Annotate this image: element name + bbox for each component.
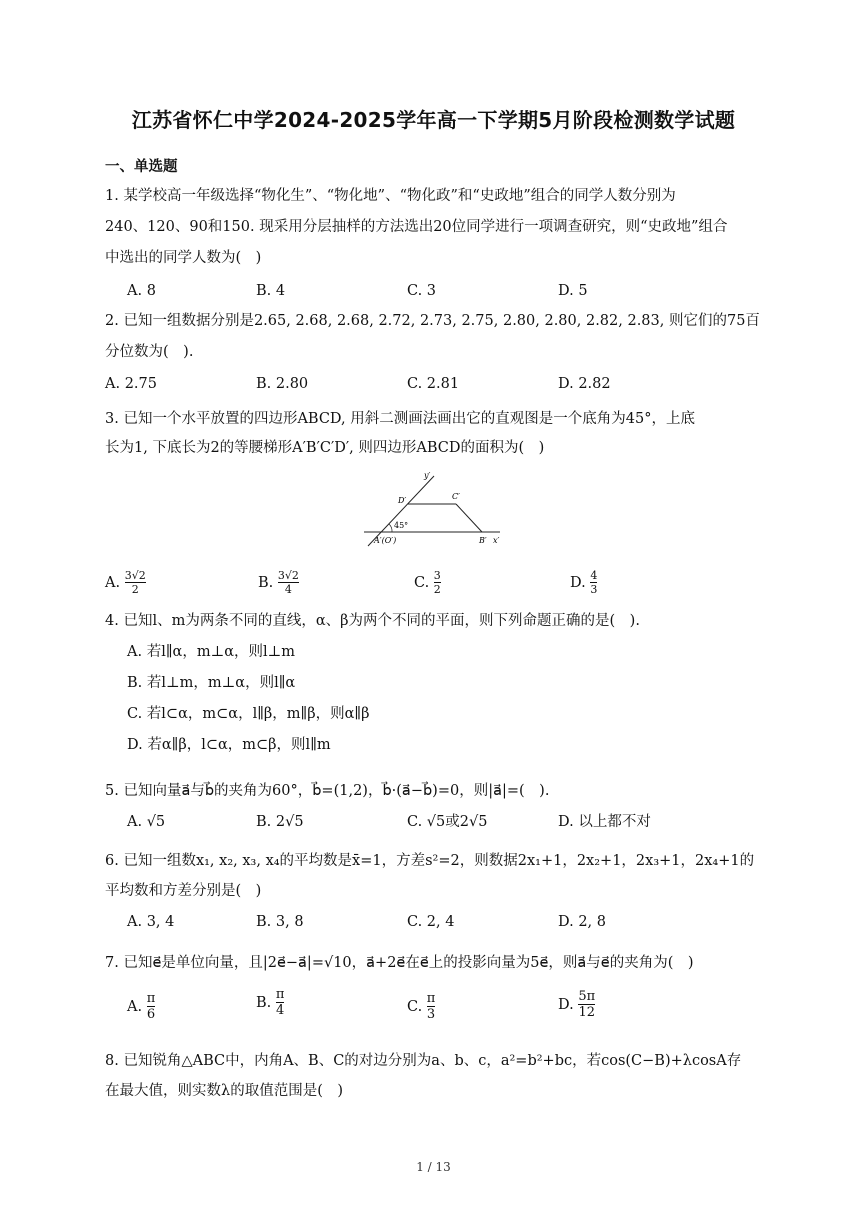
q1-option-c[interactable]: C. 3 xyxy=(407,283,437,299)
q7-option-a[interactable] xyxy=(127,992,155,1022)
q3-d-num: 4 xyxy=(590,569,598,582)
q7-d-den: 12 xyxy=(578,1005,596,1020)
q3-option-d-fraction xyxy=(590,570,597,596)
q7-option-b[interactable] xyxy=(256,988,284,1018)
q6-option-c[interactable]: C. 2, 4 xyxy=(407,914,455,930)
q6-option-a[interactable]: A. 3, 4 xyxy=(127,914,175,930)
fig-label-angle: 45° xyxy=(394,521,409,530)
q7-a-den: 6 xyxy=(146,1007,156,1022)
q1-option-a[interactable]: A. 8 xyxy=(127,283,156,299)
q6-line-2: 平均数和方差分别是( ) xyxy=(105,883,262,899)
q7-option-d[interactable] xyxy=(558,990,595,1020)
q7-a-num: π xyxy=(146,991,156,1006)
q1-line-3: 中选出的同学人数为( ) xyxy=(105,250,262,266)
q7-d-num: 5π xyxy=(578,989,596,1004)
q3-option-b[interactable] xyxy=(258,570,299,596)
q3-line-2: 长为1, 下底长为2的等腰梯形A′B′C′D′, 则四边形ABCD的面积为( ) xyxy=(105,440,545,456)
q1-option-b[interactable]: B. 4 xyxy=(256,283,286,299)
q2-option-b[interactable]: B. 2.80 xyxy=(256,376,309,392)
q5-line-1: 5. 已知向量a⃗与b⃗的夹角为60°，b⃗=(1,2)，b⃗·(a⃗−b⃗)=0，则|a⃗|=( ). xyxy=(105,783,550,799)
q3-option-d[interactable] xyxy=(570,570,597,596)
q4-option-a[interactable]: A. 若l∥α，m⊥α，则l⊥m xyxy=(127,644,296,660)
q3-option-b-fraction xyxy=(278,570,299,596)
q3-option-c-fraction xyxy=(434,570,441,596)
q3-option-a[interactable] xyxy=(105,570,146,596)
q7-c-den: 3 xyxy=(426,1007,436,1022)
q5-option-a[interactable]: A. √5 xyxy=(127,814,166,830)
q2-line-1: 2. 已知一组数据分别是2.65, 2.68, 2.68, 2.72, 2.73, 2.75, 2.80, 2.80, 2.82, 2.83, 则它们的75百 xyxy=(105,313,760,329)
q7-option-c[interactable] xyxy=(407,992,435,1022)
q3-option-c-label: C. xyxy=(414,575,430,591)
q8-line-2: 在最大值，则实数λ的取值范围是( ) xyxy=(105,1083,344,1099)
q7-option-c-label: C. xyxy=(407,999,423,1015)
q3-option-b-label: B. xyxy=(258,575,274,591)
q2-option-c[interactable]: C. 2.81 xyxy=(407,376,460,392)
q5-option-b[interactable]: B. 2√5 xyxy=(256,814,304,830)
q7-option-a-label: A. xyxy=(127,999,143,1015)
q1-line-2: 240、120、90和150. 现采用分层抽样的方法选出20位同学进行一项调查研究，则“史政地”组合 xyxy=(105,219,728,235)
q3-option-a-label: A. xyxy=(105,575,121,591)
q2-line-2: 分位数为( ). xyxy=(105,344,194,360)
q3-b-num: 3√2 xyxy=(277,569,299,582)
q4-line-1: 4. 已知l、m为两条不同的直线，α、β为两个不同的平面，则下列命题正确的是( ). xyxy=(105,613,640,629)
q4-option-d[interactable]: D. 若α∥β，l⊂α，m⊂β，则l∥m xyxy=(127,737,331,753)
q4-option-c[interactable]: C. 若l⊂α，m⊂α，l∥β，m∥β，则α∥β xyxy=(127,706,370,722)
q3-option-c[interactable] xyxy=(414,570,441,596)
q7-line-1: 7. 已知e⃗是单位向量，且|2e⃗−a⃗|=√10，a⃗+2e⃗在e⃗上的投影向量为5e⃗，则a⃗与e⃗的夹角为( ) xyxy=(105,955,694,971)
q3-a-den: 2 xyxy=(125,582,146,596)
q7-option-d-fraction xyxy=(578,990,595,1020)
q7-option-b-fraction xyxy=(276,988,285,1018)
q3-d-den: 3 xyxy=(590,583,598,596)
q7-b-num: π xyxy=(275,987,285,1002)
q7-option-b-label: B. xyxy=(256,995,272,1011)
q7-c-num: π xyxy=(426,991,436,1006)
q7-option-c-fraction xyxy=(427,992,436,1022)
fig-label-d: D′ xyxy=(398,496,407,505)
q3-a-num: 3√2 xyxy=(124,569,146,582)
q7-option-d-label: D. xyxy=(558,997,574,1013)
q6-line-1: 6. 已知一组数x₁, x₂, x₃, x₄的平均数是x̄=1，方差s²=2，则数据2x₁+1，2x₂+1，2x₃+1，2x₄+1的 xyxy=(105,853,755,869)
q3-c-den: 2 xyxy=(433,583,441,596)
section-heading: 一、单选题 xyxy=(105,159,178,175)
q3-line-1: 3. 已知一个水平放置的四边形ABCD, 用斜二测画法画出它的直观图是一个底角为45°，上底 xyxy=(105,411,695,427)
fig-label-a: A′(O′) xyxy=(374,536,397,545)
q3-c-num: 3 xyxy=(433,569,441,582)
q2-option-a[interactable]: A. 2.75 xyxy=(105,376,157,392)
q1-line-1: 1. 某学校高一年级选择“物化生”、“物化地”、“物化政”和“史政地”组合的同学人数分别为 xyxy=(105,188,676,204)
q7-option-a-fraction xyxy=(147,992,156,1022)
q7-b-den: 4 xyxy=(276,1003,285,1018)
fig-label-b: B′ xyxy=(479,536,487,545)
q6-option-d[interactable]: D. 2, 8 xyxy=(558,914,606,930)
fig-label-y: y′ xyxy=(424,471,431,480)
q3-b-den: 4 xyxy=(278,582,299,596)
page-number: 1 / 13 xyxy=(416,1160,451,1174)
fig-angle-arc xyxy=(389,524,392,532)
fig-label-x: x′ xyxy=(493,536,500,545)
q5-option-d[interactable]: D. 以上都不对 xyxy=(558,814,651,830)
q3-option-d-label: D. xyxy=(570,575,586,591)
q5-option-c[interactable]: C. √5或2√5 xyxy=(407,814,488,830)
q6-option-b[interactable]: B. 3, 8 xyxy=(256,914,304,930)
q1-option-d[interactable]: D. 5 xyxy=(558,283,588,299)
fig-right-leg xyxy=(456,504,482,532)
fig-label-c: C′ xyxy=(452,492,460,501)
q2-option-d[interactable]: D. 2.82 xyxy=(558,376,611,392)
q3-figure xyxy=(358,466,508,548)
q8-line-1: 8. 已知锐角△ABC中，内角A、B、C的对边分别为a、b、c，a²=b²+bc，若cos(C−B)+λcosA存 xyxy=(105,1053,742,1069)
q4-option-b[interactable]: B. 若l⊥m，m⊥α，则l∥α xyxy=(127,675,296,691)
page-title: 江苏省怀仁中学2024-2025学年高一下学期5月阶段检测数学试题 xyxy=(131,108,736,132)
q3-option-a-fraction xyxy=(125,570,146,596)
